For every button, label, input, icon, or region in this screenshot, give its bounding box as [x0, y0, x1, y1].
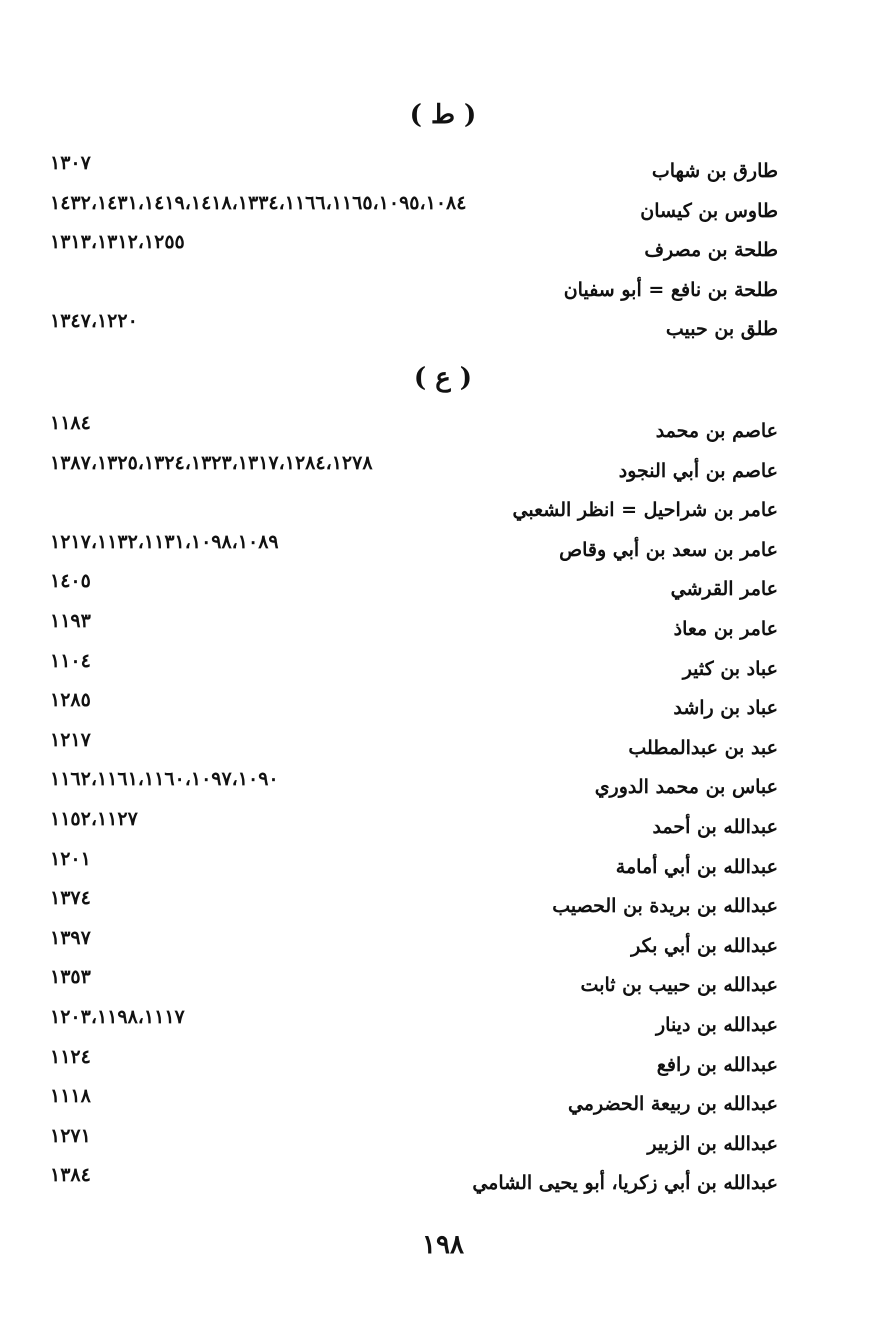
entry-refs: ١١٦٢،١١٦١،١١٦٠،١٠٩٧،١٠٩٠ [50, 768, 279, 791]
index-entry [50, 1005, 778, 1054]
entry-name: طلحة بن نافع = أبو سفيان [563, 278, 778, 301]
entry-name: عبدالله بن أحمد [652, 815, 778, 838]
entry-refs: ١١١٨ [50, 1085, 91, 1108]
index-entry [50, 1085, 778, 1133]
entry-refs: ١٣٨٧،١٣٢٥،١٣٢٤،١٣٢٣،١٣١٧،١٢٨٤،١٢٧٨ [50, 451, 373, 474]
entry-name: عبدالله بن ربيعة الحضرمي [567, 1093, 778, 1116]
index-entry [50, 807, 778, 856]
entry-name: طارق بن شهاب [651, 160, 778, 182]
index-entry [50, 570, 778, 618]
entry-name: عبدالله بن أبي بكر [631, 934, 778, 957]
index-entry [50, 279, 778, 319]
entry-refs: ١١٠٤ [50, 649, 91, 672]
index-entry [50, 926, 778, 975]
entry-refs: ١٣٥٣ [50, 966, 91, 989]
entry-name: عبدالله بن أبي زكريا، أبو يحيى الشامي [472, 1172, 778, 1195]
entry-name: عبدالله بن بريدة بن الحصيب [552, 895, 778, 918]
entry-name: عباس بن محمد الدوري [594, 776, 778, 799]
entry-refs: ١١٨٤ [50, 412, 91, 434]
section-heading-ta: ( ط ) [409, 100, 477, 130]
index-entry [50, 649, 778, 698]
entry-name: عبدالله بن دينار [655, 1013, 778, 1036]
entry-refs: ١٢٠١ [50, 847, 91, 870]
entry-name: طلق بن حبيب [665, 318, 778, 341]
index-entry [50, 887, 778, 935]
entry-name: عباد بن كثير [682, 657, 778, 680]
entry-refs: ١٢٧١ [50, 1124, 91, 1147]
entry-name: طاوس بن كيسان [640, 199, 778, 222]
entry-refs: ١٣٩٧ [50, 926, 91, 949]
entry-refs: ١٣٨٤ [50, 1164, 91, 1187]
entry-name: عبد بن عبدالمطلب [628, 736, 778, 759]
index-entry [50, 310, 778, 358]
entry-name: عبدالله بن الزبير [647, 1132, 778, 1155]
entry-refs: ١٢٨٥ [50, 689, 91, 712]
entry-name: عباد بن راشد [673, 697, 778, 720]
entry-refs: ١٢٠٣،١١٩٨،١١١٧ [50, 1005, 185, 1028]
entry-name: عامر بن معاذ [673, 617, 778, 640]
entry-refs: ١١٢٤ [50, 1045, 91, 1068]
entry-refs: ١٢١٧،١١٣٢،١١٣١،١٠٩٨،١٠٨٩ [50, 530, 279, 553]
index-entry [50, 1124, 778, 1173]
index-entry [50, 609, 778, 658]
entry-name: عبدالله بن أبي أمامة [615, 855, 778, 878]
entry-name: عامر بن شراحيل = انظر الشعبي [512, 499, 778, 522]
index-entry [50, 1164, 778, 1212]
entry-name: عاصم بن محمد [655, 420, 778, 442]
entry-refs: ١١٥٢،١١٢٧ [50, 807, 138, 830]
entry-refs: ١١٩٣ [50, 609, 91, 632]
entry-refs: ١٣٤٧،١٢٢٠ [50, 310, 138, 333]
index-entry [50, 451, 778, 500]
entry-name: عاصم بن أبي النجود [618, 459, 778, 482]
entry-name: عبدالله بن رافع [656, 1053, 778, 1076]
entry-refs: ١٣٧٤ [50, 887, 91, 910]
entry-refs: ١٤٣٢،١٤٣١،١٤١٩،١٤١٨،١٣٣٤،١١٦٦،١١٦٥،١٠٩٥،١٠٨٤ [50, 191, 467, 214]
section-ain-entries [50, 412, 778, 1212]
entry-refs: ١٤٠٥ [50, 570, 91, 593]
entry-refs: ١٣١٣،١٣١٢،١٢٥٥ [50, 231, 185, 254]
index-entry [50, 231, 778, 279]
section-heading-ain: ( ع ) [413, 363, 473, 393]
entry-name: عامر بن سعد بن أبي وقاص [559, 538, 778, 561]
page-number: ١٩٨ [422, 1230, 464, 1260]
entry-name: عبدالله بن حبيب بن ثابت [580, 974, 778, 997]
index-entry [50, 768, 778, 816]
entry-refs: ١٢١٧ [50, 728, 91, 751]
index-entry [50, 1045, 778, 1094]
index-entry [50, 530, 778, 579]
section-ta-entries [50, 152, 778, 358]
entry-refs: ١٣٠٧ [50, 152, 91, 174]
entry-name: طلحة بن مصرف [644, 239, 778, 262]
index-entry [50, 847, 778, 896]
entry-name: عامر القرشي [670, 578, 778, 601]
index-entry [50, 689, 778, 737]
